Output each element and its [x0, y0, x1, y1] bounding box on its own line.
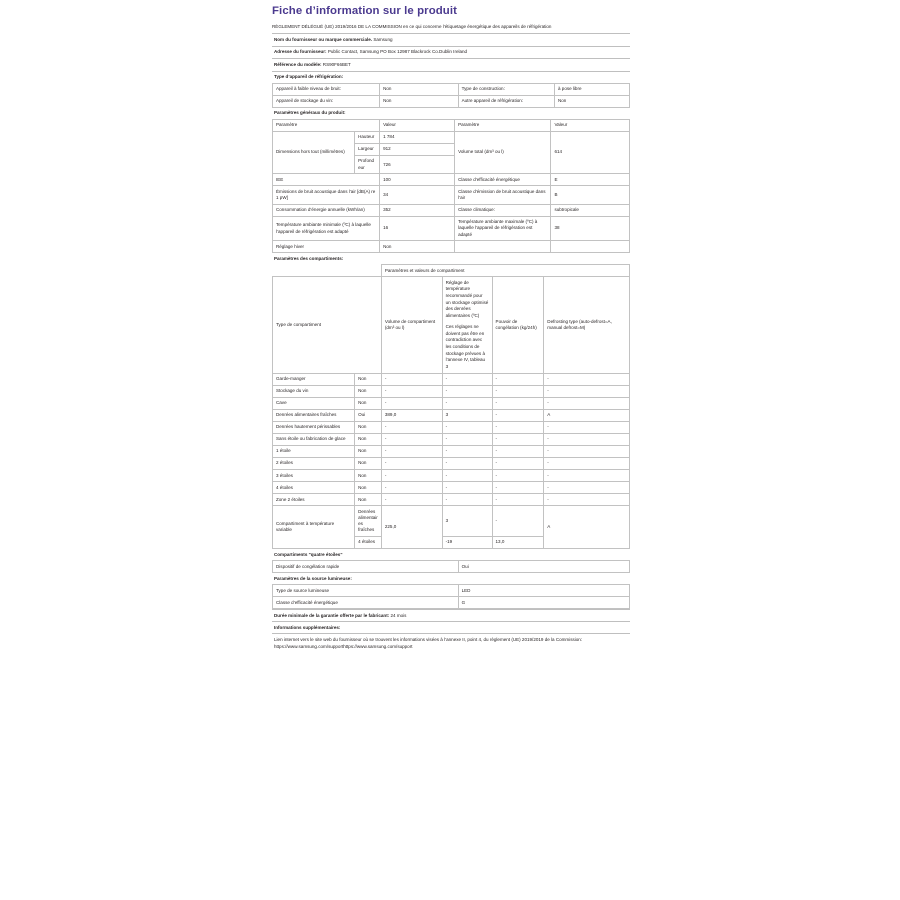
compartment-type: 4 étoiles	[273, 482, 355, 494]
regulation-text: RÈGLEMENT DÉLÉGUÉ (UE) 2019/2016 DE LA COMMISSION en ce qui concerne l’étiquetage énergétique des appareils de réfrigération	[272, 23, 552, 29]
table-row	[273, 561, 630, 573]
compartment-temp: -	[442, 385, 492, 397]
variable-sub-fresh-food: Denrées alimentaires fraîches	[355, 506, 382, 537]
dimensions-label: Dimensions hors tout (millimètres)	[273, 131, 355, 173]
compartment-type: Zone 2 étoiles	[273, 494, 355, 506]
model-reference-value: RS90F66BET	[322, 61, 351, 67]
compartment-type: 1 étoile	[273, 446, 355, 458]
compartment-present: Non	[355, 494, 382, 506]
header-compartment-volume: Volume de compartiment (dm³ ou l)	[381, 277, 442, 373]
table-row	[273, 204, 630, 216]
fast-freeze-value: Oui	[458, 561, 629, 573]
supplier-name-value: Samsung	[373, 36, 393, 42]
light-efficiency-class-value: G	[458, 597, 629, 609]
table-row	[273, 470, 630, 482]
compartment-volume: -	[381, 482, 442, 494]
compartment-type: Denrées hautement périssables	[273, 421, 355, 433]
header-freezing-capacity: Pouvoir de congélation (kg/24h)	[492, 277, 544, 373]
compartment-defrost: -	[544, 397, 630, 409]
supplier-address-row	[272, 46, 630, 58]
compartment-defrost: -	[544, 446, 630, 458]
compartment-volume: -	[381, 494, 442, 506]
other-appliance-label: Autre appareil de réfrigération:	[458, 95, 554, 107]
compartment-defrost: -	[544, 373, 630, 385]
compartment-defrost: -	[544, 470, 630, 482]
compartment-present: Non	[355, 482, 382, 494]
light-source-type-label: Type de source lumineuse	[273, 585, 459, 597]
compartment-present: Oui	[355, 409, 382, 421]
warranty-row	[272, 609, 630, 621]
table-row	[273, 597, 630, 609]
fast-freeze-table	[272, 560, 630, 573]
compartment-temp: -	[442, 482, 492, 494]
table-header-row	[273, 119, 630, 131]
compartment-type: Cave	[273, 397, 355, 409]
compartment-type: Denrées alimentaires fraîches	[273, 409, 355, 421]
header-defrosting-type: Defrosting type (auto-defrost=A, manual defrost=M)	[544, 277, 630, 373]
iee-value: 100	[380, 174, 455, 186]
min-ambient-value: 16	[380, 216, 455, 241]
header-compartment-type: Type de compartiment	[273, 277, 382, 373]
header-temp-main: Réglage de température recommandé pour un stockage optimisé des denrées alimentaires (ºC)	[445, 279, 489, 318]
annual-energy-label: Consommation d’énergie annuelle (kWh/an)	[273, 204, 380, 216]
table-row	[273, 458, 630, 470]
variable-defrost: A	[544, 506, 630, 549]
variable-freeze-four-star: 13,0	[492, 537, 544, 549]
table-row	[273, 494, 630, 506]
compartment-temp: -	[442, 433, 492, 445]
compartment-freeze: -	[492, 446, 544, 458]
compartment-type: Sans étoile ou fabrication de glace	[273, 433, 355, 445]
compartment-freeze: -	[492, 482, 544, 494]
wine-storage-value: Non	[380, 95, 459, 107]
max-ambient-value: 38	[551, 216, 630, 241]
table-row	[273, 131, 630, 143]
compartment-volume: -	[381, 470, 442, 482]
table-row	[273, 446, 630, 458]
variable-temp-fresh: 3	[442, 506, 492, 537]
compartment-present: Non	[355, 458, 382, 470]
min-ambient-label: Température ambiante minimale (ºC) à laquelle l’appareil de réfrigération est adapté	[273, 216, 380, 241]
header-recommended-temperature	[442, 277, 492, 373]
supplier-website-url[interactable]: https://www.samsung.com/supporthttps://www.samsung.com/support	[274, 644, 413, 650]
table-row	[273, 409, 630, 421]
compartment-volume: -	[381, 433, 442, 445]
compartment-freeze: -	[492, 458, 544, 470]
compartments-table	[272, 264, 630, 549]
table-row	[273, 186, 630, 204]
energy-class-value: E	[551, 174, 630, 186]
compartment-present: Non	[355, 373, 382, 385]
four-star-compartments-heading: Compartiments "quatre étoiles"	[274, 551, 343, 557]
compartment-defrost: -	[544, 421, 630, 433]
fast-freeze-label: Dispositif de congélation rapide	[273, 561, 459, 573]
table-row	[273, 373, 630, 385]
noise-class-label: Classe d’émission de bruit acoustique dans l’air	[455, 186, 551, 204]
total-volume-label: Volume total (dm³ ou l)	[455, 131, 551, 173]
compartment-freeze: -	[492, 421, 544, 433]
compartment-present: Non	[355, 433, 382, 445]
climate-class-label: Classe climatique:	[455, 204, 551, 216]
compartment-temp: -	[442, 373, 492, 385]
model-reference-row	[272, 58, 630, 70]
compartment-defrost: -	[544, 482, 630, 494]
compartment-temp: -	[442, 494, 492, 506]
supplier-name-label: Nom du fournisseur ou marque commerciale.	[274, 36, 373, 42]
supplier-address-label: Adresse du fournisseur:	[274, 49, 327, 55]
table-row	[273, 83, 630, 95]
compartment-freeze: -	[492, 397, 544, 409]
total-volume-value: 614	[551, 131, 630, 173]
table-row	[273, 397, 630, 409]
header-value-2: Valeur	[551, 119, 630, 131]
page-title: Fiche d’information sur le produit	[272, 5, 458, 17]
dimension-height-label: Hauteur	[355, 131, 380, 143]
dimension-depth-label: Profondeur	[355, 156, 380, 174]
compartments-band-label: Paramètres et valeurs de compartiment	[381, 265, 629, 277]
table-row	[273, 433, 630, 445]
additional-information-heading: Informations supplémentaires:	[272, 621, 630, 633]
light-source-table	[272, 584, 630, 609]
winter-setting-label: Réglage hiver	[273, 241, 380, 253]
compartment-type: 2 étoiles	[273, 458, 355, 470]
table-row	[273, 421, 630, 433]
empty-cell-value	[551, 241, 630, 253]
additional-text-body: Lien internet vers le site web du fournisseur où se trouvent les informations visées à l’annexe II, point 4, du règlement (UE) 2019/2019 de la Commission:	[274, 637, 583, 643]
compartment-temp: 3	[442, 409, 492, 421]
annual-energy-value: 352	[380, 204, 455, 216]
compartment-temp: -	[442, 421, 492, 433]
light-source-type-value: LED	[458, 585, 629, 597]
compartment-volume: -	[381, 421, 442, 433]
other-appliance-value: Non	[555, 95, 630, 107]
header-parameter-2: Paramètre	[455, 119, 551, 131]
compartment-defrost: -	[544, 385, 630, 397]
variable-volume: 225,0	[381, 506, 442, 549]
compartment-temp: -	[442, 397, 492, 409]
compartment-freeze: -	[492, 433, 544, 445]
appliance-type-table	[272, 83, 630, 108]
low-noise-label: Appareil à faible niveau de bruit:	[273, 83, 380, 95]
warranty-value: 24 mois	[390, 612, 407, 618]
compartment-type: Stockage du vin	[273, 385, 355, 397]
table-row	[273, 241, 630, 253]
supplier-address-value: Public Contact, Samsung PO Box 12987 Blackrock Co.Dublin Ireland	[327, 49, 468, 55]
compartment-freeze: -	[492, 385, 544, 397]
iee-label: IEE	[273, 174, 380, 186]
general-parameters-table	[272, 119, 630, 253]
general-parameters-heading: Paramètres généraux du produit:	[274, 110, 346, 116]
table-row	[273, 585, 630, 597]
compartment-temp: -	[442, 470, 492, 482]
max-ambient-label: Température ambiante maximale (ºC) à laquelle l’appareil de réfrigération est adapté	[455, 216, 551, 241]
warranty-label: Durée minimale de la garantie offerte par le fabricant:	[274, 612, 390, 618]
wine-storage-label: Appareil de stockage du vin:	[273, 95, 380, 107]
variable-sub-four-star: 4 étoiles	[355, 537, 382, 549]
table-row	[273, 95, 630, 107]
compartment-freeze: -	[492, 494, 544, 506]
compartment-defrost: -	[544, 494, 630, 506]
compartment-volume: -	[381, 458, 442, 470]
compartment-present: Non	[355, 397, 382, 409]
table-row	[273, 216, 630, 241]
winter-setting-value: Non	[380, 241, 455, 253]
compartment-defrost: -	[544, 433, 630, 445]
appliance-type-heading: Type d’appareil de réfrigération:	[272, 71, 630, 83]
compartment-defrost: A	[544, 409, 630, 421]
noise-class-value: B	[551, 186, 630, 204]
compartments-band-row	[273, 265, 630, 277]
climate-class-value: subtropicale	[551, 204, 630, 216]
noise-emission-value: 34	[380, 186, 455, 204]
variable-freeze-fresh: -	[492, 506, 544, 537]
compartments-header-row	[273, 277, 630, 373]
header-parameter-1: Paramètre	[273, 119, 380, 131]
compartment-type: Garde-manger	[273, 373, 355, 385]
header-temp-note: Ces réglages ne doivent pas être en contradiction avec les conditions de stockage prévues à l’annexe IV, tableau 3	[445, 324, 486, 369]
dimension-width-label: Largeur	[355, 143, 380, 155]
light-source-heading: Paramètres de la source lumineuse:	[274, 575, 352, 581]
compartment-freeze: -	[492, 373, 544, 385]
variable-temp-four-star: -19	[442, 537, 492, 549]
dimension-height-value: 1 784	[380, 131, 455, 143]
compartment-present: Non	[355, 385, 382, 397]
table-row	[273, 482, 630, 494]
compartment-freeze: -	[492, 409, 544, 421]
compartment-present: Non	[355, 470, 382, 482]
compartment-present: Non	[355, 421, 382, 433]
construction-type-label: Type de construction:	[458, 83, 554, 95]
supplier-name-row	[272, 33, 630, 45]
compartment-volume: -	[381, 446, 442, 458]
compartment-volume: -	[381, 373, 442, 385]
variable-compartment-row-1	[273, 506, 630, 537]
compartment-volume: 389,0	[381, 409, 442, 421]
compartment-temp: -	[442, 446, 492, 458]
compartment-volume: -	[381, 397, 442, 409]
table-row	[273, 385, 630, 397]
additional-information-text	[272, 633, 630, 654]
construction-type-value: à pose libre	[555, 83, 630, 95]
low-noise-value: Non	[380, 83, 459, 95]
variable-compartment-type: Compartiment à température variable	[273, 506, 355, 549]
compartment-type: 3 étoiles	[273, 470, 355, 482]
dimension-width-value: 912	[380, 143, 455, 155]
compartment-temp: -	[442, 458, 492, 470]
product-information-sheet	[272, 0, 630, 900]
compartment-defrost: -	[544, 458, 630, 470]
dimension-depth-value: 726	[380, 156, 455, 174]
compartment-present: Non	[355, 446, 382, 458]
compartment-volume: -	[381, 385, 442, 397]
noise-emission-label: Émissions de bruit acoustique dans l’air [dB(A) re 1 pW]	[273, 186, 380, 204]
model-reference-label: Référence du modèle:	[274, 61, 322, 67]
empty-cell-label	[455, 241, 551, 253]
light-efficiency-class-label: Classe d’efficacité énergétique	[273, 597, 459, 609]
table-row	[273, 174, 630, 186]
compartment-freeze: -	[492, 470, 544, 482]
header-value-1: Valeur	[380, 119, 455, 131]
energy-class-label: Classe d’efficacité énergétique	[455, 174, 551, 186]
compartments-heading: Paramètres des compartiments:	[274, 255, 344, 261]
